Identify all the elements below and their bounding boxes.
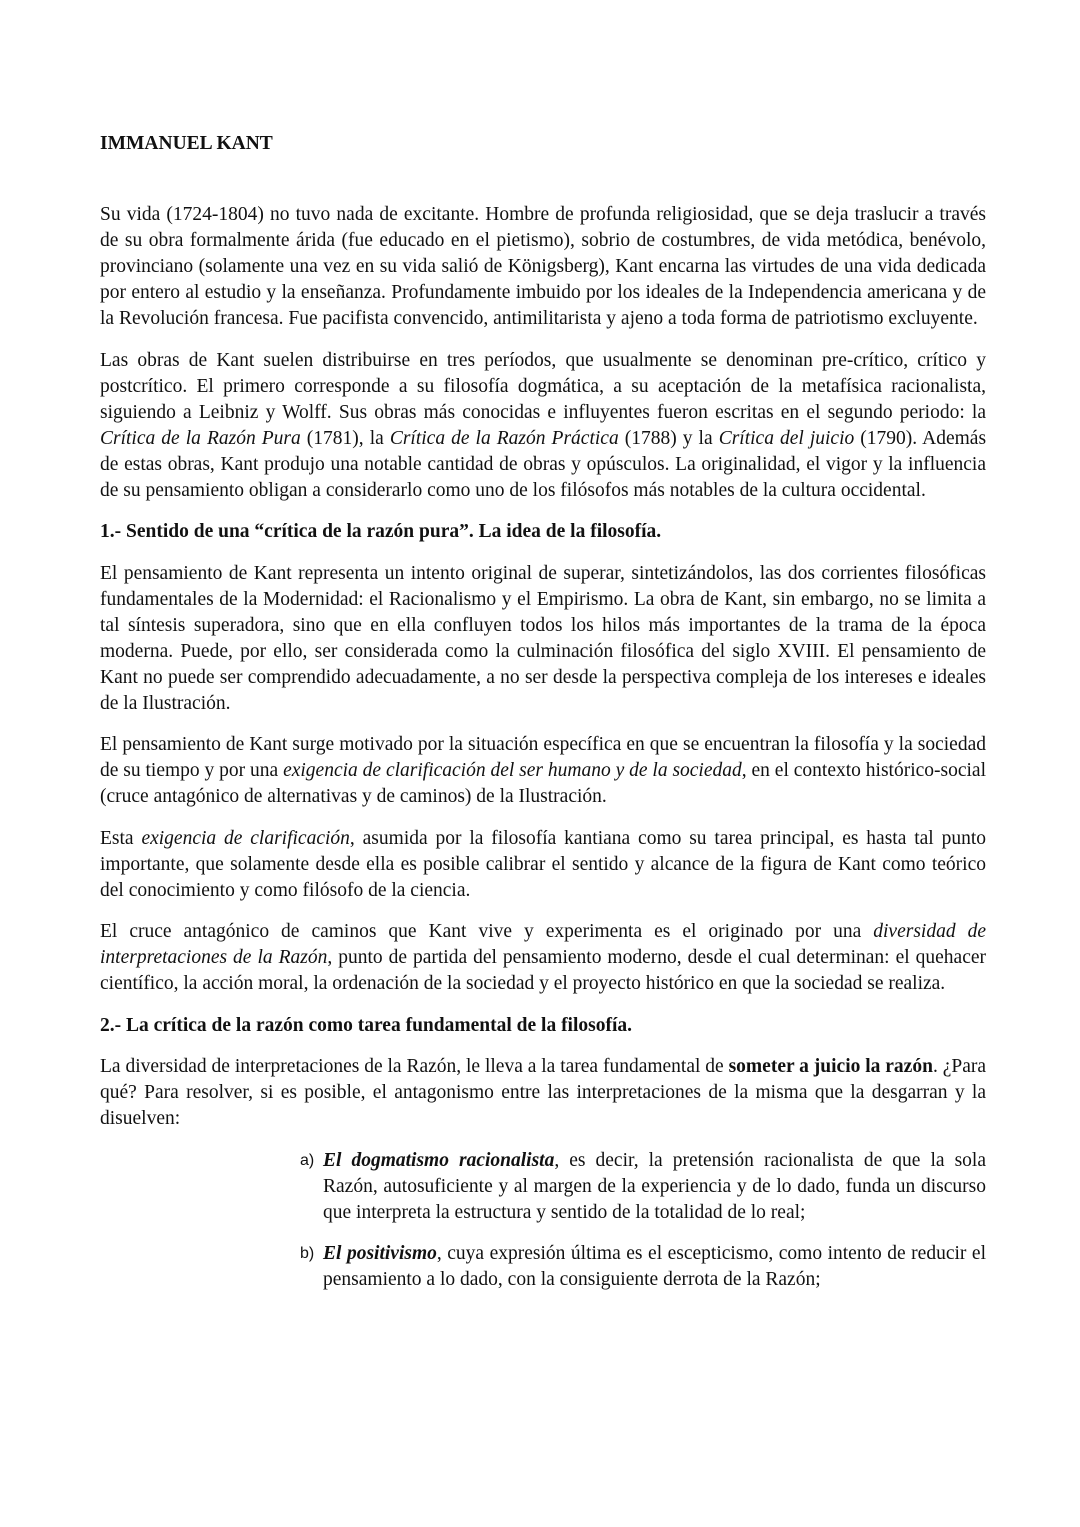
paragraph — [100, 919, 986, 997]
italic-text: diversidad de interpretaciones de la Razón — [100, 921, 986, 968]
italic-text: exigencia de clarificación — [141, 827, 350, 849]
paragraph — [100, 561, 986, 717]
text-run: , en el contexto histórico-social (cruce antagónico de alternativas y de caminos) de la Ilustración. — [100, 760, 986, 807]
text-run: , cuya expresión última es el escepticismo, como intento de reducir el pensamiento a lo dado, con la consiguiente derrota de la Razón; — [323, 1243, 986, 1290]
text-run: Esta — [100, 827, 142, 849]
bold-text: someter a juicio la razón — [728, 1056, 933, 1077]
document-title: IMMANUEL KANT — [100, 133, 273, 154]
text-run: El cruce antagónico de caminos que Kant vive y experimenta es el originado por una — [100, 921, 874, 942]
paragraph — [100, 826, 986, 904]
text-run: Las obras de Kant suelen distribuirse en tres períodos, que usualmente se denominan pre-crítico, crítico y postcrítico. El primero corresponde a su filosofía dogmática, a su aceptación de la metafísica racionalista, siguiendo a Leibniz y Wolff. Sus obras más conocidas e influyentes fueron escritas en el segundo periodo: la — [100, 349, 986, 423]
italic-text: Crítica de la Razón Práctica — [389, 427, 619, 449]
italic-text: Crítica de la Razón Pura — [100, 427, 301, 449]
text-run: , punto de partida del pensamiento moderno, desde el cual determinan: el quehacer científico, la acción moral, la ordenación de la sociedad y el proyecto histórico en que la sociedad se realiza. — [100, 947, 986, 994]
italic-text: exigencia de clarificación del ser humano y de la sociedad — [283, 760, 742, 781]
paragraph — [100, 732, 986, 810]
text-run: El pensamiento de Kant surge motivado por la situación específica en que se encuentran la filosofía y la sociedad de su tiempo y por una — [100, 734, 986, 781]
enumerated-list — [300, 1148, 986, 1294]
document-body — [100, 202, 986, 1293]
paragraph — [100, 1054, 986, 1132]
italic-text: Crítica del juicio — [718, 427, 855, 449]
list-marker: a) — [300, 1151, 315, 1169]
text-run: Su vida (1724-1804) no tuvo nada de excitante. Hombre de profunda religiosidad, que se deja traslucir a través de su obra formalmente árida (fue educado en el pietismo), sobrio de costumbres, de vida metódica, benévolo, provinciano (solamente una vez en su vida salió de Königsberg), Kant encarna las virtudes de una vida dedicada por entero al estudio y la enseñanza. Profundamente imbuido por los ideales de la Independencia americana y de la Revolución francesa. Fue pacifista convencido, antimilitarista y ajeno a toda forma de patriotismo excluyente. — [100, 204, 986, 329]
list-item — [300, 1241, 986, 1293]
list-marker: b) — [300, 1245, 315, 1262]
text-run: El pensamiento de Kant representa un intento original de superar, sintetizándolos, las dos corrientes filosóficas fundamentales de la Modernidad: el Racionalismo y el Empirismo. La obra de Kant, sin embargo, no se limita a tal síntesis superadora, sino que en ella confluyen todos los hilos más importantes de la trama de la época moderna. Puede, por ello, ser considerada como la culminación filosófica del siglo XVIII. El pensamiento de Kant no puede ser comprendido adecuadamente, a no ser desde la perspectiva compleja de los intereses e ideales de la Ilustración. — [100, 562, 986, 714]
text-run: 1.- Sentido de una “crítica de la razón pura”. La idea de la filosofía. — [100, 521, 662, 542]
section-heading — [100, 519, 986, 545]
text-run: (1790). Además de estas obras, Kant produjo una notable cantidad de obras y opúsculos. La originalidad, el vigor y la influencia de su pensamiento obligan a considerarlo como uno de los filósofos más notables de la cultura occidental. — [100, 427, 987, 501]
list-item-text — [323, 1241, 986, 1293]
text-run: , asumida por la filosofía kantiana como su tarea principal, es hasta tal punto importante, que solamente desde ella es posible calibrar el sentido y alcance de la figura de Kant como teórico del conocimiento y como filósofo de la ciencia. — [100, 827, 986, 901]
list-item — [300, 1148, 986, 1226]
text-run: , es decir, la pretensión racionalista de que la sola Razón, autosuficiente y al margen de la experiencia y de lo dado, funda un discurso que interpreta la estructura y sentido de la totalidad de lo real; — [323, 1149, 986, 1223]
bold-text: El positivismo — [323, 1243, 437, 1264]
paragraph — [100, 202, 986, 332]
document-page — [100, 131, 986, 1309]
text-run: 2.- La crítica de la razón como tarea fundamental de la filosofía. — [100, 1014, 633, 1036]
text-run: (1788) y la — [618, 427, 719, 449]
text-run: (1781), la — [300, 427, 390, 449]
text-run: La diversidad de interpretaciones de la Razón, le lleva a la tarea fundamental de — [100, 1056, 729, 1077]
list-item-text — [323, 1148, 986, 1226]
bold-text: El dogmatismo racionalista — [323, 1149, 555, 1171]
text-run: . ¿Para qué? Para resolver, si es posible, el antagonismo entre las interpretaciones de la misma que la desgarran y la disuelven: — [100, 1056, 986, 1129]
paragraph — [100, 348, 986, 504]
section-heading — [100, 1013, 986, 1039]
